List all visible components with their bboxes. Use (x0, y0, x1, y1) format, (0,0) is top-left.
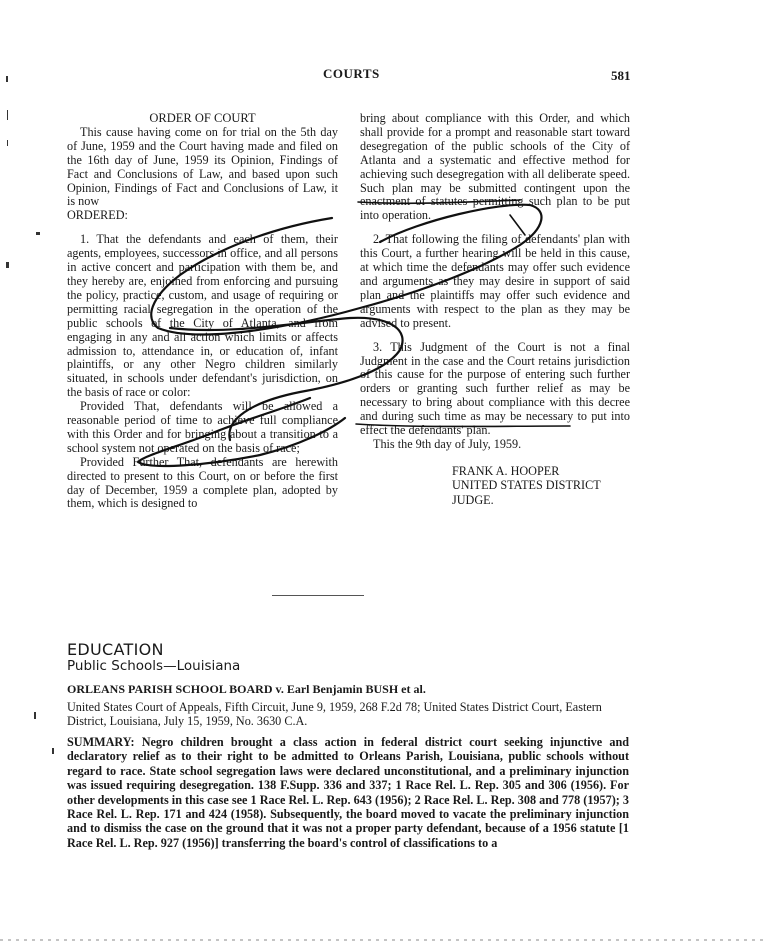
order-proviso-2: Provided Further That, defendants are herewith directed to present to this Court, on or before the first day of December, 1959 a complete plan, adopted by them, which is designed to (67, 454, 338, 511)
order-intro-paragraph: This cause having come on for trial on the 5th day of June, 1959 and the Court having made and filed on the 16th day of June, 1959 its Opinion, Findings of Fact and Conclusions of Law, and based upon such Opinion, Findings of Fact and Conclusions of Law, it is now (67, 124, 338, 209)
order-continuation: bring about compliance with this Order, and which shall provide for a prompt and reasonable start toward desegregation of the public schools of the City of Atlanta and a systematic and effective method for achieving such desegregation with all deliberate speed. Such plan may be submitted contingent upon the enactment of statutes permitting such plan to be put into operation. (360, 111, 630, 223)
summary-text: Negro children brought a class action in federal district court seeking injunctive and declaratory relief as to their right to be admitted to Orleans Parish, Louisiana, public schools without regard to race. State school segregation laws were declared unconstitutional, and a preliminary injunction was issued requiring desegregation. 138 F.Supp. 336 and 337; 1 Race Rel. L. Rep. 305 and 306 (1956). For other developments in this case see 1 Race Rel. L. Rep. 643 (1956); 2 Race Rel. L. Rep. 308 and 778 (1957); 3 Race Rel. L. Rep. 171 and 424 (1958). Subsequently, the board moved to vacate the preliminary injunction and to dismiss the case on the ground that it was not a proper party defendant, because of a 1956 statute [1 Race Rel. L. Rep. 927 (1956)] transferring the board's control of classifications to a (67, 735, 630, 850)
summary-label: SUMMARY: (67, 735, 135, 749)
order-paragraph-2: 2. That following the filing of defendants' plan with this Court, a further hearing will be held in this cause, at which time the defendants may offer such evidence and arguments as they may desire in support of said plan and the plaintiffs may offer such evidence and arguments with respect to the plan as they may be advised to present. (360, 232, 630, 330)
case-title: ORLEANS PARISH SCHOOL BOARD v. Earl Benjamin BUSH et al. (67, 682, 426, 696)
running-head: COURTS (323, 66, 380, 81)
page-number: 581 (611, 68, 631, 83)
case-citation: United States Court of Appeals, Fifth Circuit, June 9, 1959, 268 F.2d 78; United States District Court, Eastern District, Louisiana, July 15, 1959, No. 3630 C.A. (67, 700, 602, 728)
section-title: EDUCATION (67, 640, 164, 659)
order-title: ORDER OF COURT (149, 111, 256, 125)
order-paragraph-3: 3. This Judgment of the Court is not a final Judgment in the case and the Court retains jurisdiction of this cause for the purpose of entering such further orders or granting such further relief as may be necessary to bring about compliance with this decree and during such time as may be necessary to put into effect the defendants' plan. (360, 339, 630, 438)
section-subtitle: Public Schools—Louisiana (67, 658, 241, 674)
signature-title-line-1: UNITED STATES DISTRICT (452, 478, 601, 493)
signature-name: FRANK A. HOOPER (452, 463, 560, 478)
order-paragraph-1: 1. That the defendants and each of them, their agents, employees, successors in office, and all persons in active concert and participation with them be, and they hereby are, enjoined from enforcing and pursuing the policy, practice, custom, and usage of requiring or permitting racial segregation in the operation of the public schools of the City of Atlanta, and from engaging in any and all action which limits or affects admission to, attendance in, or education of, infant plaintiffs, or any other Negro children similarly situated, in schools under defendant's jurisdiction, on the basis of race or color: (67, 232, 338, 400)
order-date-line: This the 9th day of July, 1959. (373, 436, 522, 451)
signature-title-line-2: JUDGE. (452, 492, 494, 507)
order-proviso-1: Provided That, defendants will be allowed a reasonable period of time to achieve full compliance with this Order and for bringing about a transition to a school system not operated on the basis of race; (67, 399, 338, 455)
ordered-label: ORDERED: (67, 208, 128, 223)
